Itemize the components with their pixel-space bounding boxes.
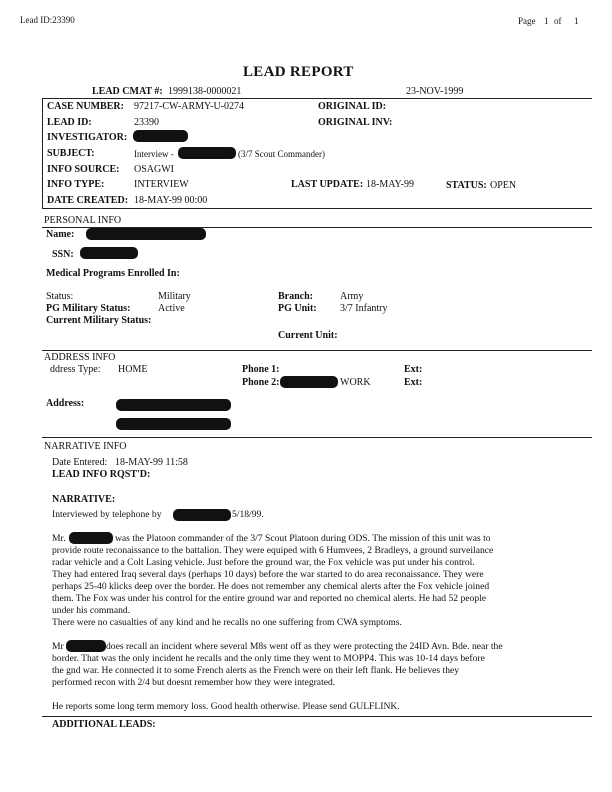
info-source-value: OSAGWI <box>134 164 174 175</box>
ssn-label: SSN: <box>52 249 74 260</box>
address-label: Address: <box>46 398 85 409</box>
header-page-number: 1 <box>544 16 549 26</box>
lead-info-rqstd-label: LEAD INFO RQST'D: <box>52 469 151 480</box>
header-page-label: Page <box>518 16 536 26</box>
last-update-label: LAST UPDATE: <box>291 179 364 190</box>
lead-cmat-label: LEAD CMAT #: <box>92 86 163 97</box>
subject-label: SUBJECT: <box>47 148 95 159</box>
date-created-value: 18-MAY-99 00:00 <box>134 195 208 206</box>
interviewed-date: 5/18/99. <box>232 509 264 520</box>
address-top-rule <box>42 350 592 351</box>
name-redaction <box>86 228 206 240</box>
additional-leads-label: ADDITIONAL LEADS: <box>52 719 156 730</box>
address-type-value: HOME <box>118 364 148 375</box>
ssn-redaction <box>80 247 138 259</box>
para1-line: them. The Fox was under his control for the entire ground war and reported no chemical alerts. He had 52 people <box>52 593 487 604</box>
para1-line1: was the Platoon commander of the 3/7 Scout Platoon during ODS. The mission of this unit was to <box>115 533 491 544</box>
current-military-status-label: Current Military Status: <box>46 315 152 326</box>
case-number-value: 97217-CW-ARMY-U-0274 <box>134 101 244 112</box>
info-source-label: INFO SOURCE: <box>47 164 120 175</box>
address-info-heading: ADDRESS INFO <box>44 352 116 363</box>
investigator-redaction <box>133 130 188 142</box>
date-entered-value: 18-MAY-99 11:58 <box>115 457 188 468</box>
para1-line: radar vehicle and a Colt Lasing vehicle. Just before the ground war, the Fox vehicle was put under his control. <box>52 557 475 568</box>
subject-prefix: Interview - <box>134 149 174 159</box>
branch-label: Branch: <box>278 291 313 302</box>
address-line2-redaction <box>116 418 231 430</box>
address-type-label: ddress Type: <box>50 364 101 375</box>
date-entered-label: Date Entered: <box>52 457 108 468</box>
narrative-label: NARRATIVE: <box>52 494 116 505</box>
personal-info-heading: PERSONAL INFO <box>44 215 122 226</box>
header-lead-id: Lead ID:23390 <box>20 15 75 25</box>
address-line1-redaction <box>116 399 231 411</box>
para1-line: They had entered Iraq several days (perhaps 10 days) before the war started to do area reconaissance. They were <box>52 569 484 580</box>
case-box-left-border <box>42 98 43 208</box>
para3: He reports some long term memory loss. Good health otherwise. Please send GULFLINK. <box>52 701 400 712</box>
phone2-label: Phone 2: <box>242 377 280 388</box>
phone1-label: Phone 1: <box>242 364 280 375</box>
phone2-redaction <box>280 376 338 388</box>
interviewed-prefix: Interviewed by telephone by <box>52 509 162 520</box>
info-type-value: INTERVIEW <box>134 179 189 190</box>
para1-name-redaction <box>69 532 113 544</box>
original-inv-label: ORIGINAL INV: <box>318 117 393 128</box>
header-page-total: 1 <box>574 16 579 26</box>
additional-leads-rule <box>42 716 592 717</box>
narrative-top-rule <box>42 437 592 438</box>
pg-military-status-label: PG Military Status: <box>46 303 131 314</box>
phone2-type: WORK <box>340 377 371 388</box>
status-value: OPEN <box>490 180 517 191</box>
original-id-label: ORIGINAL ID: <box>318 101 387 112</box>
date-created-label: DATE CREATED: <box>47 195 129 206</box>
report-date: 23-NOV-1999 <box>406 86 464 97</box>
mil-status-value: Military <box>158 291 191 302</box>
para1-line: perhaps 25-40 klicks deep over the border. He does not remember any chemical alerts after the Fox vehicle joined <box>52 581 490 592</box>
para2-prefix: Mr <box>52 641 64 652</box>
current-unit-label: Current Unit: <box>278 330 338 341</box>
pg-unit-value: 3/7 Infantry <box>340 303 388 314</box>
ext1-label: Ext: <box>404 364 423 375</box>
medical-programs-label: Medical Programs Enrolled In: <box>46 268 180 279</box>
subject-redaction <box>178 147 236 159</box>
case-box-bottom-border <box>42 208 592 209</box>
narrative-info-heading: NARRATIVE INFO <box>44 441 127 452</box>
mil-status-label: Status: <box>46 291 74 302</box>
case-number-label: CASE NUMBER: <box>47 101 124 112</box>
para2-line: the gnd war. He connected it to some French alerts as the French were on their left flank. He believes they <box>52 665 460 676</box>
case-box-top-border <box>42 98 592 99</box>
para1-line: under his command. <box>52 605 131 616</box>
name-label: Name: <box>46 229 75 240</box>
para2-name-redaction <box>66 640 106 652</box>
para2-line: performed recon with 2/4 but doesnt remember how they were integrated. <box>52 677 336 688</box>
page-title: LEAD REPORT <box>243 64 354 80</box>
info-type-label: INFO TYPE: <box>47 179 105 190</box>
pg-unit-label: PG Unit: <box>278 303 317 314</box>
header-page-of: of <box>554 16 562 26</box>
last-update-value: 18-MAY-99 <box>366 179 414 190</box>
interviewer-redaction <box>173 509 231 521</box>
para1-line: provide route reconaissance to the battalion. They were equiped with 6 Humvees, 2 Bradleys, a ground surveilance <box>52 545 494 556</box>
status-label: STATUS: <box>446 180 487 191</box>
para1-line: There were no casualties of any kind and he recalls no one suffering from CWA symptoms. <box>52 617 402 628</box>
lead-id-label: LEAD ID: <box>47 117 92 128</box>
lead-cmat-value: 1999138-0000021 <box>168 86 242 97</box>
subject-suffix: (3/7 Scout Commander) <box>238 149 325 159</box>
para1-prefix: Mr. <box>52 533 66 544</box>
pg-military-status-value: Active <box>158 303 185 314</box>
branch-value: Army <box>340 291 364 302</box>
ext2-label: Ext: <box>404 377 423 388</box>
investigator-label: INVESTIGATOR: <box>47 132 128 143</box>
para2-line1: does recall an incident where several M8s went off as they were protecting the 24ID Avn. Bde. near the <box>106 641 503 652</box>
lead-id-value: 23390 <box>134 117 159 128</box>
para2-line: border. That was the only incident he recalls and the only time they went to MOPP4. This was 10-14 days before <box>52 653 485 664</box>
